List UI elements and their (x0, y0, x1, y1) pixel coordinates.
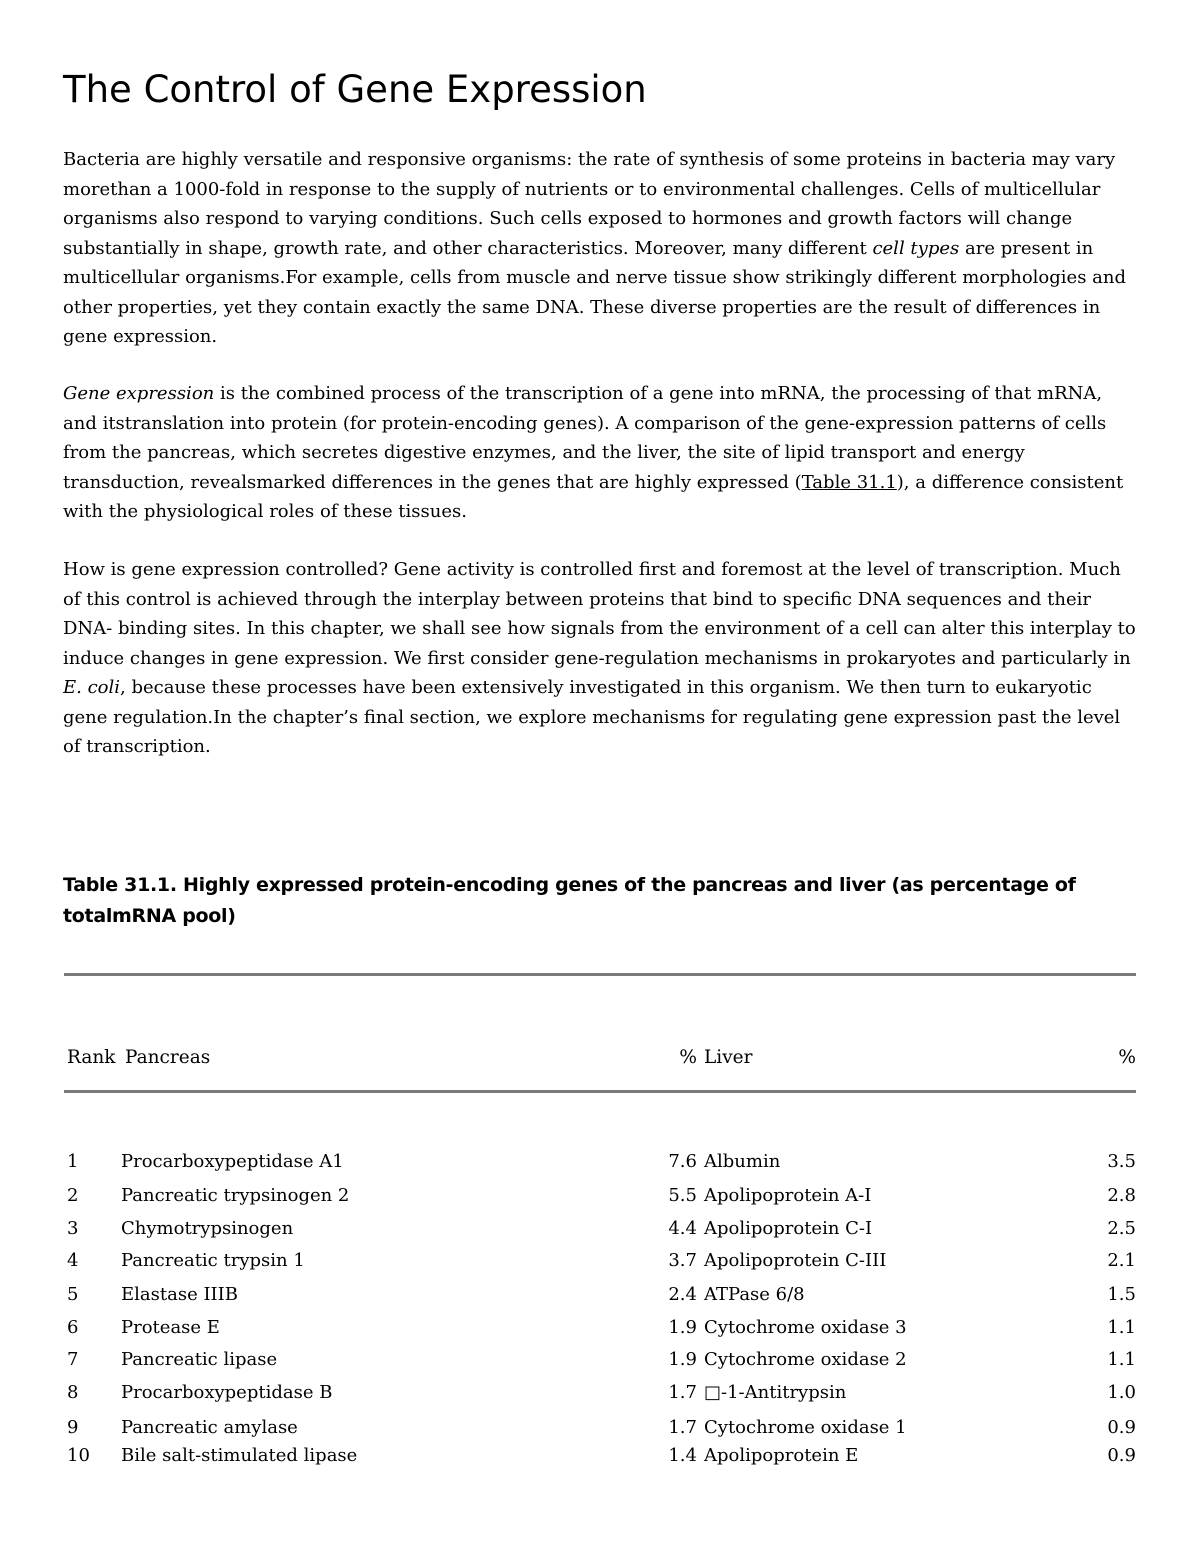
cell-rank: 4 (67, 1250, 79, 1271)
table-row (63, 1413, 1138, 1443)
cell-pancreas-gene: Pancreatic trypsin 1 (121, 1250, 305, 1271)
cell-liver-gene: Cytochrome oxidase 3 (704, 1317, 907, 1338)
cell-pancreas-pct: 2.4 (668, 1284, 697, 1305)
cell-pancreas-pct: 5.5 (668, 1185, 697, 1206)
table-row (63, 1214, 1138, 1244)
cell-rank: 5 (67, 1284, 79, 1305)
cell-pancreas-pct: 7.6 (668, 1151, 697, 1172)
cell-pancreas-pct: 1.9 (668, 1349, 697, 1370)
header-pct-liver: % (1118, 1047, 1136, 1068)
paragraph-gene-expression-end: ), a difference consistent with the physiological roles of these tissues. (63, 471, 1124, 522)
cell-liver-gene: Apolipoprotein E (704, 1445, 859, 1466)
cell-liver-gene: Apolipoprotein A-I (704, 1185, 872, 1206)
table-row (63, 1313, 1138, 1343)
cell-liver-pct: 2.5 (1107, 1218, 1136, 1239)
cell-liver-gene: Cytochrome oxidase 1 (704, 1417, 907, 1438)
gene-expression-term: Gene expression (63, 383, 215, 404)
cell-liver-pct: 1.1 (1107, 1349, 1136, 1370)
header-pct-pancreas: % (679, 1047, 697, 1068)
table-caption: Table 31.1. Highly expressed protein-encoding genes of the pancreas and liver (as percentage of totalmRNA pool) (63, 874, 1076, 927)
table-row (63, 1181, 1138, 1211)
paragraph-intro (63, 145, 1138, 352)
cell-rank: 1 (67, 1151, 79, 1172)
cell-pancreas-pct: 3.7 (668, 1250, 697, 1271)
cell-pancreas-pct: 1.7 (668, 1417, 697, 1438)
table-header-rule (64, 1090, 1136, 1093)
table-row (63, 1147, 1138, 1177)
table-row (63, 1378, 1138, 1408)
cell-liver-gene: Apolipoprotein C-III (704, 1250, 887, 1271)
cell-liver-pct: 0.9 (1107, 1417, 1136, 1438)
cell-pancreas-gene: Pancreatic lipase (121, 1349, 278, 1370)
cell-pancreas-gene: Pancreatic trypsinogen 2 (121, 1185, 350, 1206)
cell-liver-pct: 0.9 (1107, 1445, 1136, 1466)
cell-rank: 3 (67, 1218, 79, 1239)
cell-pancreas-gene: Elastase IIIB (121, 1284, 238, 1305)
cell-liver-pct: 1.5 (1107, 1284, 1136, 1305)
header-liver: Liver (704, 1047, 753, 1068)
cell-types-term: cell types (872, 237, 960, 259)
table-top-rule (64, 973, 1136, 976)
cell-rank: 10 (67, 1445, 90, 1466)
e-coli-term: E. coli (63, 677, 121, 698)
cell-liver-pct: 2.8 (1107, 1185, 1136, 1206)
cell-liver-gene: Albumin (704, 1151, 781, 1172)
cell-liver-gene: ATPase 6/8 (704, 1284, 805, 1305)
cell-pancreas-gene: Chymotrypsinogen (121, 1218, 294, 1239)
cell-liver-pct: 1.0 (1107, 1382, 1136, 1403)
document-page (63, 0, 1138, 1553)
table-row (63, 1246, 1138, 1276)
cell-pancreas-pct: 1.7 (668, 1382, 697, 1403)
cell-rank: 9 (67, 1417, 79, 1438)
cell-pancreas-gene: Bile salt-stimulated lipase (121, 1445, 358, 1466)
table-row (63, 1441, 1138, 1471)
cell-pancreas-gene: Procarboxypeptidase A1 (121, 1151, 344, 1172)
cell-pancreas-pct: 1.9 (668, 1317, 697, 1338)
cell-liver-pct: 2.1 (1107, 1250, 1136, 1271)
cell-liver-gene: Cytochrome oxidase 2 (704, 1349, 907, 1370)
cell-liver-pct: 1.1 (1107, 1317, 1136, 1338)
paragraph-control (63, 555, 1138, 762)
cell-rank: 2 (67, 1185, 79, 1206)
cell-pancreas-gene: Procarboxypeptidase B (121, 1382, 333, 1403)
table-31-1-link[interactable]: Table 31.1 (801, 471, 897, 493)
cell-liver-gene: Apolipoprotein C-I (704, 1218, 873, 1239)
cell-pancreas-pct: 4.4 (668, 1218, 697, 1239)
cell-liver-pct: 3.5 (1107, 1151, 1136, 1172)
cell-pancreas-gene: Protease E (121, 1317, 220, 1338)
paragraph-intro-end: are present in multicellular organisms.For example, cells from muscle and nerve tissue show strikingly different morphologies and other properties, yet they contain exactly the same DNA. These diverse properties are the result of differences in gene expression. (63, 237, 1126, 347)
header-pancreas: Pancreas (125, 1047, 211, 1068)
cell-rank: 6 (67, 1317, 79, 1338)
table-row (63, 1345, 1138, 1375)
paragraph-gene-expression (63, 379, 1138, 527)
paragraph-control-text: How is gene expression controlled? Gene activity is controlled first and foremost at the level of transcription. Much of this control is achieved through the interplay between proteins that bind to specific DNA sequences and their DNA- binding sites. In this chapter, we shall see how signals from the environment of a cell can alter this interplay to induce changes in gene expression. We first consider gene-regulation mechanisms in prokaryotes and particularly in (63, 559, 1136, 669)
cell-pancreas-pct: 1.4 (668, 1445, 697, 1466)
cell-rank: 8 (67, 1382, 79, 1403)
header-rank: Rank (67, 1047, 116, 1068)
table-header-row (63, 1043, 1138, 1073)
cell-liver-gene: □-1-Antitrypsin (704, 1382, 847, 1403)
paragraph-control-end: , because these processes have been extensively investigated in this organism. We then turn to eukaryotic gene regulation.In the chapter’s final section, we explore mechanisms for regulating gene expression past the level of transcription. (63, 677, 1121, 757)
paragraph-gene-expression-text: is the combined process of the transcription of a gene into mRNA, the processing of that mRNA, and itstranslation into protein (for protein-encoding genes). A comparison of the gene-expression patterns of cells from the pancreas, which secretes digestive enzymes, and the liver, the site of lipid transport and energy transduction, revealsmarked differences in the genes that are highly expressed ( (63, 383, 1107, 493)
page-title: The Control of Gene Expression (63, 68, 647, 111)
cell-pancreas-gene: Pancreatic amylase (121, 1417, 298, 1438)
cell-rank: 7 (67, 1349, 79, 1370)
paragraph-intro-text: Bacteria are highly versatile and responsive organisms: the rate of synthesis of some proteins in bacteria may vary morethan a 1000-fold in response to the supply of nutrients or to environmental challenges. Cells of multicellular organisms also respond to varying conditions. Such cells exposed to hormones and growth factors will change substantially in shape, growth rate, and other characteristics. Moreover, many different (63, 149, 1116, 259)
table-row (63, 1280, 1138, 1310)
